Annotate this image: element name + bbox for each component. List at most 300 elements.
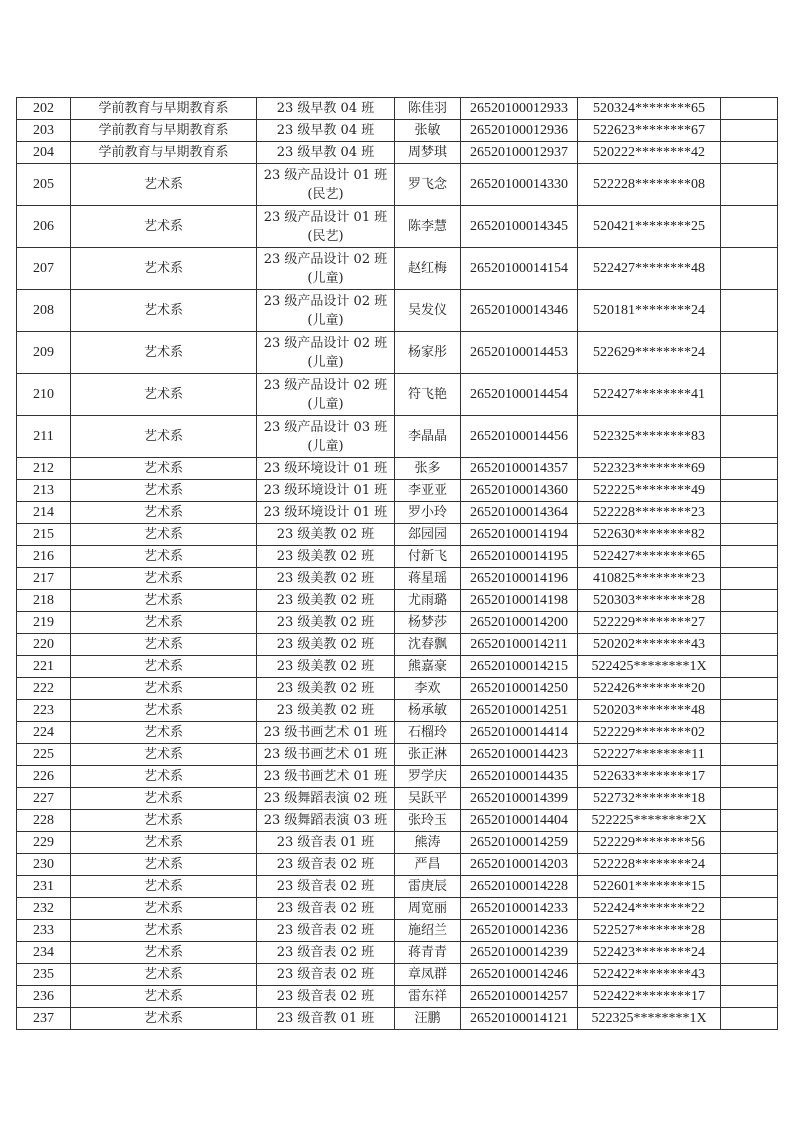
row-number-cell: 219 — [17, 612, 71, 634]
remark-cell — [721, 120, 778, 142]
table-row — [17, 744, 778, 766]
student-id-cell: 26520100014330 — [461, 164, 578, 206]
id-card-cell: 522325********1X — [578, 1008, 721, 1030]
remark-cell — [721, 920, 778, 942]
row-number-cell: 229 — [17, 832, 71, 854]
remark-cell — [721, 1008, 778, 1030]
class-cell — [257, 964, 395, 986]
table-row — [17, 502, 778, 524]
name-cell: 赵红梅 — [395, 248, 461, 290]
name-cell: 张正淋 — [395, 744, 461, 766]
class-cell — [257, 1008, 395, 1030]
department-cell: 艺术系 — [71, 898, 257, 920]
table-row — [17, 206, 778, 248]
class-name-line1: 23 级产品设计 02 班 — [263, 251, 388, 267]
student-id-cell: 26520100014121 — [461, 1008, 578, 1030]
class-name-line1: 23 级书画艺术 01 班 — [263, 769, 388, 784]
class-name-line2: (儿童) — [307, 270, 344, 286]
class-cell — [257, 568, 395, 590]
class-cell — [257, 700, 395, 722]
remark-cell — [721, 744, 778, 766]
student-id-cell: 26520100014194 — [461, 524, 578, 546]
student-id-cell: 26520100014435 — [461, 766, 578, 788]
table-row — [17, 986, 778, 1008]
remark-cell — [721, 374, 778, 416]
id-card-cell: 520222********42 — [578, 142, 721, 164]
class-cell — [257, 678, 395, 700]
class-cell — [257, 986, 395, 1008]
remark-cell — [721, 502, 778, 524]
table-row — [17, 142, 778, 164]
department-cell: 艺术系 — [71, 722, 257, 744]
department-cell: 艺术系 — [71, 590, 257, 612]
table-row — [17, 634, 778, 656]
class-cell — [257, 854, 395, 876]
remark-cell — [721, 590, 778, 612]
row-number-cell: 212 — [17, 458, 71, 480]
department-cell: 学前教育与早期教育系 — [71, 142, 257, 164]
department-cell: 艺术系 — [71, 568, 257, 590]
class-name-line1: 23 级美教 02 班 — [276, 527, 375, 542]
department-cell: 艺术系 — [71, 920, 257, 942]
row-number-cell: 232 — [17, 898, 71, 920]
class-name-line1: 23 级美教 02 班 — [276, 549, 375, 564]
student-id-cell: 26520100014246 — [461, 964, 578, 986]
student-id-cell: 26520100014236 — [461, 920, 578, 942]
row-number-cell: 233 — [17, 920, 71, 942]
class-cell — [257, 458, 395, 480]
id-card-cell: 522623********67 — [578, 120, 721, 142]
department-cell: 艺术系 — [71, 810, 257, 832]
class-cell — [257, 502, 395, 524]
remark-cell — [721, 416, 778, 458]
class-name-line1: 23 级早教 04 班 — [276, 123, 375, 138]
class-name-line1: 23 级音表 02 班 — [276, 989, 375, 1004]
row-number-cell: 210 — [17, 374, 71, 416]
name-cell: 熊涛 — [395, 832, 461, 854]
remark-cell — [721, 98, 778, 120]
table-row — [17, 898, 778, 920]
name-cell: 尤雨璐 — [395, 590, 461, 612]
name-cell: 符飞艳 — [395, 374, 461, 416]
row-number-cell: 218 — [17, 590, 71, 612]
student-id-cell: 26520100014453 — [461, 332, 578, 374]
student-id-cell: 26520100014203 — [461, 854, 578, 876]
remark-cell — [721, 986, 778, 1008]
student-id-cell: 26520100014423 — [461, 744, 578, 766]
class-cell — [257, 206, 395, 248]
student-id-cell: 26520100014357 — [461, 458, 578, 480]
department-cell: 艺术系 — [71, 612, 257, 634]
id-card-cell: 522629********24 — [578, 332, 721, 374]
class-name-line1: 23 级产品设计 01 班 — [263, 167, 388, 183]
table-row — [17, 480, 778, 502]
id-card-cell: 522427********41 — [578, 374, 721, 416]
department-cell: 艺术系 — [71, 766, 257, 788]
name-cell: 李晶晶 — [395, 416, 461, 458]
remark-cell — [721, 942, 778, 964]
id-card-cell: 522427********48 — [578, 248, 721, 290]
department-cell: 艺术系 — [71, 546, 257, 568]
student-id-cell: 26520100012937 — [461, 142, 578, 164]
class-name-line2: (民艺) — [307, 228, 344, 244]
name-cell: 石榴玲 — [395, 722, 461, 744]
row-number-cell: 204 — [17, 142, 71, 164]
remark-cell — [721, 612, 778, 634]
department-cell: 艺术系 — [71, 634, 257, 656]
class-name-line1: 23 级音表 02 班 — [276, 967, 375, 982]
table-row — [17, 854, 778, 876]
remark-cell — [721, 656, 778, 678]
table-row — [17, 416, 778, 458]
department-cell: 艺术系 — [71, 1008, 257, 1030]
table-row — [17, 546, 778, 568]
remark-cell — [721, 248, 778, 290]
row-number-cell: 216 — [17, 546, 71, 568]
department-cell: 艺术系 — [71, 942, 257, 964]
department-cell: 艺术系 — [71, 502, 257, 524]
class-cell — [257, 524, 395, 546]
id-card-cell: 522225********49 — [578, 480, 721, 502]
table-row — [17, 656, 778, 678]
class-cell — [257, 656, 395, 678]
row-number-cell: 208 — [17, 290, 71, 332]
name-cell: 罗学庆 — [395, 766, 461, 788]
department-cell: 艺术系 — [71, 854, 257, 876]
id-card-cell: 522229********02 — [578, 722, 721, 744]
table-body — [17, 98, 778, 1030]
class-cell — [257, 416, 395, 458]
id-card-cell: 522601********15 — [578, 876, 721, 898]
student-id-cell: 26520100014198 — [461, 590, 578, 612]
class-name-line1: 23 级美教 02 班 — [276, 615, 375, 630]
department-cell: 艺术系 — [71, 458, 257, 480]
name-cell: 郐园园 — [395, 524, 461, 546]
table-row — [17, 290, 778, 332]
department-cell: 艺术系 — [71, 876, 257, 898]
table-row — [17, 678, 778, 700]
class-name-line1: 23 级环境设计 01 班 — [263, 461, 388, 476]
id-card-cell: 522424********22 — [578, 898, 721, 920]
name-cell: 熊嘉豪 — [395, 656, 461, 678]
table-row — [17, 964, 778, 986]
name-cell: 付新飞 — [395, 546, 461, 568]
class-name-line1: 23 级早教 04 班 — [276, 101, 375, 116]
class-cell — [257, 942, 395, 964]
name-cell: 雷庚辰 — [395, 876, 461, 898]
row-number-cell: 234 — [17, 942, 71, 964]
row-number-cell: 222 — [17, 678, 71, 700]
department-cell: 艺术系 — [71, 832, 257, 854]
remark-cell — [721, 964, 778, 986]
remark-cell — [721, 458, 778, 480]
class-name-line1: 23 级音表 02 班 — [276, 879, 375, 894]
table-row — [17, 332, 778, 374]
department-cell: 艺术系 — [71, 678, 257, 700]
remark-cell — [721, 678, 778, 700]
row-number-cell: 235 — [17, 964, 71, 986]
row-number-cell: 230 — [17, 854, 71, 876]
class-cell — [257, 612, 395, 634]
name-cell: 章凤群 — [395, 964, 461, 986]
id-card-cell: 522732********18 — [578, 788, 721, 810]
row-number-cell: 221 — [17, 656, 71, 678]
name-cell: 张敏 — [395, 120, 461, 142]
table-row — [17, 458, 778, 480]
id-card-cell: 522527********28 — [578, 920, 721, 942]
row-number-cell: 203 — [17, 120, 71, 142]
student-id-cell: 26520100014346 — [461, 290, 578, 332]
class-name-line1: 23 级美教 02 班 — [276, 703, 375, 718]
row-number-cell: 231 — [17, 876, 71, 898]
remark-cell — [721, 634, 778, 656]
id-card-cell: 520324********65 — [578, 98, 721, 120]
name-cell: 李欢 — [395, 678, 461, 700]
id-card-cell: 520303********28 — [578, 590, 721, 612]
remark-cell — [721, 898, 778, 920]
id-card-cell: 522425********1X — [578, 656, 721, 678]
class-name-line2: (儿童) — [307, 312, 344, 328]
department-cell: 艺术系 — [71, 744, 257, 766]
id-card-cell: 522323********69 — [578, 458, 721, 480]
class-name-line1: 23 级产品设计 02 班 — [263, 335, 388, 351]
department-cell: 艺术系 — [71, 964, 257, 986]
student-id-cell: 26520100014454 — [461, 374, 578, 416]
student-id-cell: 26520100014211 — [461, 634, 578, 656]
department-cell: 艺术系 — [71, 290, 257, 332]
student-id-cell: 26520100012936 — [461, 120, 578, 142]
name-cell: 陈李慧 — [395, 206, 461, 248]
class-cell — [257, 898, 395, 920]
class-name-line1: 23 级产品设计 01 班 — [263, 209, 388, 225]
remark-cell — [721, 332, 778, 374]
row-number-cell: 228 — [17, 810, 71, 832]
department-cell: 艺术系 — [71, 700, 257, 722]
student-id-cell: 26520100014404 — [461, 810, 578, 832]
class-name-line1: 23 级早教 04 班 — [276, 145, 375, 160]
name-cell: 张玲玉 — [395, 810, 461, 832]
id-card-cell: 522422********43 — [578, 964, 721, 986]
id-card-cell: 522225********2X — [578, 810, 721, 832]
remark-cell — [721, 142, 778, 164]
table-row — [17, 612, 778, 634]
class-cell — [257, 164, 395, 206]
name-cell: 蒋星瑶 — [395, 568, 461, 590]
row-number-cell: 209 — [17, 332, 71, 374]
id-card-cell: 522227********11 — [578, 744, 721, 766]
id-card-cell: 522229********56 — [578, 832, 721, 854]
class-name-line1: 23 级音表 02 班 — [276, 857, 375, 872]
class-cell — [257, 98, 395, 120]
table-row — [17, 810, 778, 832]
class-name-line2: (民艺) — [307, 186, 344, 202]
class-name-line1: 23 级环境设计 01 班 — [263, 483, 388, 498]
remark-cell — [721, 290, 778, 332]
table-row — [17, 568, 778, 590]
student-id-cell: 26520100014215 — [461, 656, 578, 678]
student-id-cell: 26520100014239 — [461, 942, 578, 964]
id-card-cell: 522422********17 — [578, 986, 721, 1008]
class-cell — [257, 766, 395, 788]
department-cell: 艺术系 — [71, 986, 257, 1008]
row-number-cell: 236 — [17, 986, 71, 1008]
name-cell: 周梦琪 — [395, 142, 461, 164]
class-name-line1: 23 级书画艺术 01 班 — [263, 747, 388, 762]
remark-cell — [721, 546, 778, 568]
row-number-cell: 225 — [17, 744, 71, 766]
student-list-table — [16, 97, 778, 1030]
department-cell: 艺术系 — [71, 416, 257, 458]
student-id-cell: 26520100014200 — [461, 612, 578, 634]
id-card-cell: 520202********43 — [578, 634, 721, 656]
id-card-cell: 520421********25 — [578, 206, 721, 248]
table-row — [17, 98, 778, 120]
student-id-cell: 26520100014154 — [461, 248, 578, 290]
id-card-cell: 410825********23 — [578, 568, 721, 590]
remark-cell — [721, 700, 778, 722]
id-card-cell: 522423********24 — [578, 942, 721, 964]
remark-cell — [721, 788, 778, 810]
class-name-line1: 23 级音表 01 班 — [276, 835, 375, 850]
row-number-cell: 224 — [17, 722, 71, 744]
name-cell: 严昌 — [395, 854, 461, 876]
department-cell: 艺术系 — [71, 374, 257, 416]
class-cell — [257, 332, 395, 374]
table-row — [17, 120, 778, 142]
student-id-cell: 26520100012933 — [461, 98, 578, 120]
table-row — [17, 248, 778, 290]
row-number-cell: 214 — [17, 502, 71, 524]
table-row — [17, 920, 778, 942]
name-cell: 蒋青青 — [395, 942, 461, 964]
remark-cell — [721, 854, 778, 876]
id-card-cell: 520203********48 — [578, 700, 721, 722]
student-id-cell: 26520100014360 — [461, 480, 578, 502]
id-card-cell: 522228********23 — [578, 502, 721, 524]
table-row — [17, 164, 778, 206]
class-name-line1: 23 级美教 02 班 — [276, 681, 375, 696]
name-cell: 沈春飘 — [395, 634, 461, 656]
row-number-cell: 220 — [17, 634, 71, 656]
department-cell: 艺术系 — [71, 332, 257, 374]
class-cell — [257, 120, 395, 142]
id-card-cell: 522633********17 — [578, 766, 721, 788]
remark-cell — [721, 206, 778, 248]
student-id-cell: 26520100014250 — [461, 678, 578, 700]
name-cell: 罗飞念 — [395, 164, 461, 206]
class-name-line1: 23 级产品设计 03 班 — [263, 419, 388, 435]
student-id-cell: 26520100014196 — [461, 568, 578, 590]
remark-cell — [721, 480, 778, 502]
remark-cell — [721, 164, 778, 206]
name-cell: 杨承敏 — [395, 700, 461, 722]
name-cell: 罗小玲 — [395, 502, 461, 524]
name-cell: 吴发仪 — [395, 290, 461, 332]
class-name-line1: 23 级美教 02 班 — [276, 659, 375, 674]
class-cell — [257, 876, 395, 898]
class-name-line1: 23 级书画艺术 01 班 — [263, 725, 388, 740]
student-id-cell: 26520100014251 — [461, 700, 578, 722]
table-row — [17, 876, 778, 898]
name-cell: 李亚亚 — [395, 480, 461, 502]
student-id-cell: 26520100014364 — [461, 502, 578, 524]
name-cell: 杨家彤 — [395, 332, 461, 374]
row-number-cell: 215 — [17, 524, 71, 546]
class-name-line1: 23 级舞蹈表演 03 班 — [263, 813, 388, 828]
name-cell: 周宽丽 — [395, 898, 461, 920]
department-cell: 艺术系 — [71, 788, 257, 810]
remark-cell — [721, 568, 778, 590]
student-id-cell: 26520100014259 — [461, 832, 578, 854]
department-cell: 艺术系 — [71, 480, 257, 502]
table-row — [17, 788, 778, 810]
student-id-cell: 26520100014414 — [461, 722, 578, 744]
row-number-cell: 227 — [17, 788, 71, 810]
id-card-cell: 520181********24 — [578, 290, 721, 332]
remark-cell — [721, 832, 778, 854]
class-cell — [257, 374, 395, 416]
class-name-line1: 23 级环境设计 01 班 — [263, 505, 388, 520]
class-cell — [257, 722, 395, 744]
department-cell: 学前教育与早期教育系 — [71, 98, 257, 120]
table-row — [17, 1008, 778, 1030]
row-number-cell: 213 — [17, 480, 71, 502]
remark-cell — [721, 766, 778, 788]
class-name-line1: 23 级美教 02 班 — [276, 593, 375, 608]
row-number-cell: 207 — [17, 248, 71, 290]
class-cell — [257, 744, 395, 766]
department-cell: 艺术系 — [71, 656, 257, 678]
table-row — [17, 590, 778, 612]
row-number-cell: 206 — [17, 206, 71, 248]
department-cell: 艺术系 — [71, 248, 257, 290]
class-name-line1: 23 级舞蹈表演 02 班 — [263, 791, 388, 806]
id-card-cell: 522228********08 — [578, 164, 721, 206]
class-cell — [257, 832, 395, 854]
class-name-line2: (儿童) — [307, 354, 344, 370]
department-cell: 艺术系 — [71, 164, 257, 206]
name-cell: 雷东祥 — [395, 986, 461, 1008]
class-name-line1: 23 级音教 01 班 — [276, 1011, 375, 1026]
table-row — [17, 524, 778, 546]
row-number-cell: 217 — [17, 568, 71, 590]
remark-cell — [721, 524, 778, 546]
row-number-cell: 237 — [17, 1008, 71, 1030]
row-number-cell: 211 — [17, 416, 71, 458]
class-cell — [257, 480, 395, 502]
student-id-cell: 26520100014228 — [461, 876, 578, 898]
row-number-cell: 223 — [17, 700, 71, 722]
name-cell: 杨梦莎 — [395, 612, 461, 634]
row-number-cell: 205 — [17, 164, 71, 206]
class-cell — [257, 788, 395, 810]
name-cell: 张多 — [395, 458, 461, 480]
class-name-line1: 23 级美教 02 班 — [276, 637, 375, 652]
remark-cell — [721, 722, 778, 744]
department-cell: 艺术系 — [71, 524, 257, 546]
class-cell — [257, 290, 395, 332]
class-cell — [257, 142, 395, 164]
class-name-line1: 23 级产品设计 02 班 — [263, 377, 388, 393]
class-name-line1: 23 级音表 02 班 — [276, 901, 375, 916]
id-card-cell: 522427********65 — [578, 546, 721, 568]
class-name-line1: 23 级产品设计 02 班 — [263, 293, 388, 309]
id-card-cell: 522229********27 — [578, 612, 721, 634]
class-cell — [257, 248, 395, 290]
class-name-line2: (儿童) — [307, 438, 344, 454]
remark-cell — [721, 810, 778, 832]
row-number-cell: 226 — [17, 766, 71, 788]
